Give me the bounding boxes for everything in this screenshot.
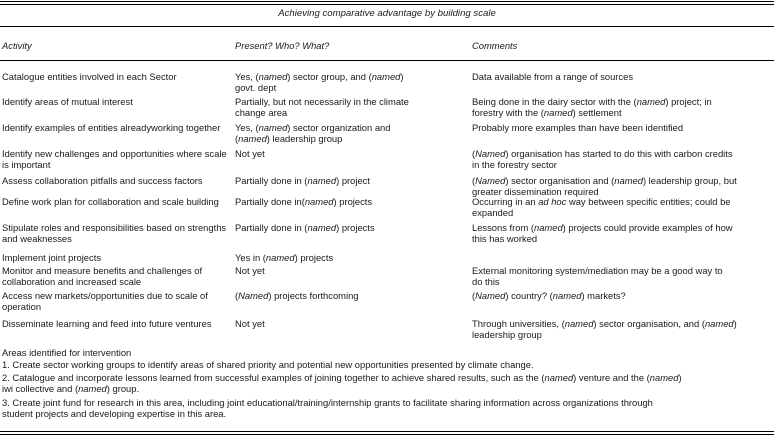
bottom-rule-1 — [0, 431, 774, 432]
top-rule-2 — [0, 4, 774, 5]
cell-activity: Disseminate learning and feed into future ventures — [2, 318, 212, 329]
cell-comments: Occurring in an ad hoc way between specific entities; could be expanded — [472, 196, 731, 218]
header-comments: Comments — [472, 40, 518, 51]
header-activity: Activity — [2, 40, 32, 51]
cell-comments: Being done in the dairy sector with the (named) project; in forestry with the (named) settlement — [472, 96, 712, 118]
intervention-note: 2. Catalogue and incorporate lessons learned from successful examples of joining together to achieve shared results, such as the (named) venture and the (named) iwi collective and (named) group. — [2, 372, 682, 394]
cell-comments: (Named) country? (named) markets? — [472, 290, 626, 301]
cell-present: Partially done in(named) projects — [235, 196, 373, 207]
cell-present: Yes, (named) sector organization and (named) leadership group — [235, 122, 391, 144]
header-present: Present? Who? What? — [235, 40, 330, 51]
notes-heading: Areas identified for intervention — [2, 347, 132, 358]
cell-comments: (Named) organisation has started to do this with carbon credits in the forestry sector — [472, 148, 733, 170]
cell-comments: Data available from a range of sources — [472, 71, 634, 82]
cell-present: Partially, but not necessarily in the climate change area — [235, 96, 409, 118]
bottom-rule-2 — [0, 434, 774, 435]
cell-comments: Lessons from (named) projects could provide examples of how this has worked — [472, 222, 733, 244]
cell-activity: Implement joint projects — [2, 252, 102, 263]
cell-present: Not yet — [235, 318, 265, 329]
cell-activity: Identify examples of entities alreadyworking together — [2, 122, 221, 133]
cell-present: Partially done in (named) projects — [235, 222, 375, 233]
cell-activity: Monitor and measure benefits and challenges of collaboration and increased scale — [2, 265, 203, 287]
cell-present: (Named) projects forthcoming — [235, 290, 359, 301]
cell-activity: Catalogue entities involved in each Sector — [2, 71, 177, 82]
cell-present: Yes in (named) projects — [235, 252, 334, 263]
cell-comments: (Named) sector organisation and (named) leadership group, but greater dissemination required — [472, 175, 737, 197]
cell-comments: Through universities, (named) sector organisation, and (named) leadership group — [472, 318, 737, 340]
cell-activity: Identify areas of mutual interest — [2, 96, 133, 107]
cell-activity: Define work plan for collaboration and scale building — [2, 196, 219, 207]
cell-present: Yes, (named) sector group, and (named) govt. dept — [235, 71, 404, 93]
intervention-note: 1. Create sector working groups to identify areas of shared priority and potential new opportunities presented by climate change. — [2, 359, 534, 370]
header-rule — [0, 60, 774, 61]
cell-present: Not yet — [235, 148, 265, 159]
cell-activity: Assess collaboration pitfalls and success factors — [2, 175, 203, 186]
cell-present: Not yet — [235, 265, 265, 276]
cell-activity: Access new markets/opportunities due to scale of operation — [2, 290, 208, 312]
cell-present: Partially done in (named) project — [235, 175, 370, 186]
title-rule — [0, 26, 774, 27]
cell-comments: External monitoring system/mediation may be a good way to do this — [472, 265, 723, 287]
intervention-note: 3. Create joint fund for research in this area, including joint educational/training/internship grants to facilitate sharing information across organizations through student projects and developing expertise in this area. — [2, 397, 653, 419]
cell-activity: Identify new challenges and opportunities where scale is important — [2, 148, 227, 170]
top-rule-1 — [0, 1, 774, 2]
table-title: Achieving comparative advantage by building scale — [278, 8, 496, 19]
cell-activity: Stipulate roles and responsibilities based on strengths and weaknesses — [2, 222, 227, 244]
cell-comments: Probably more examples than have been identified — [472, 122, 684, 133]
